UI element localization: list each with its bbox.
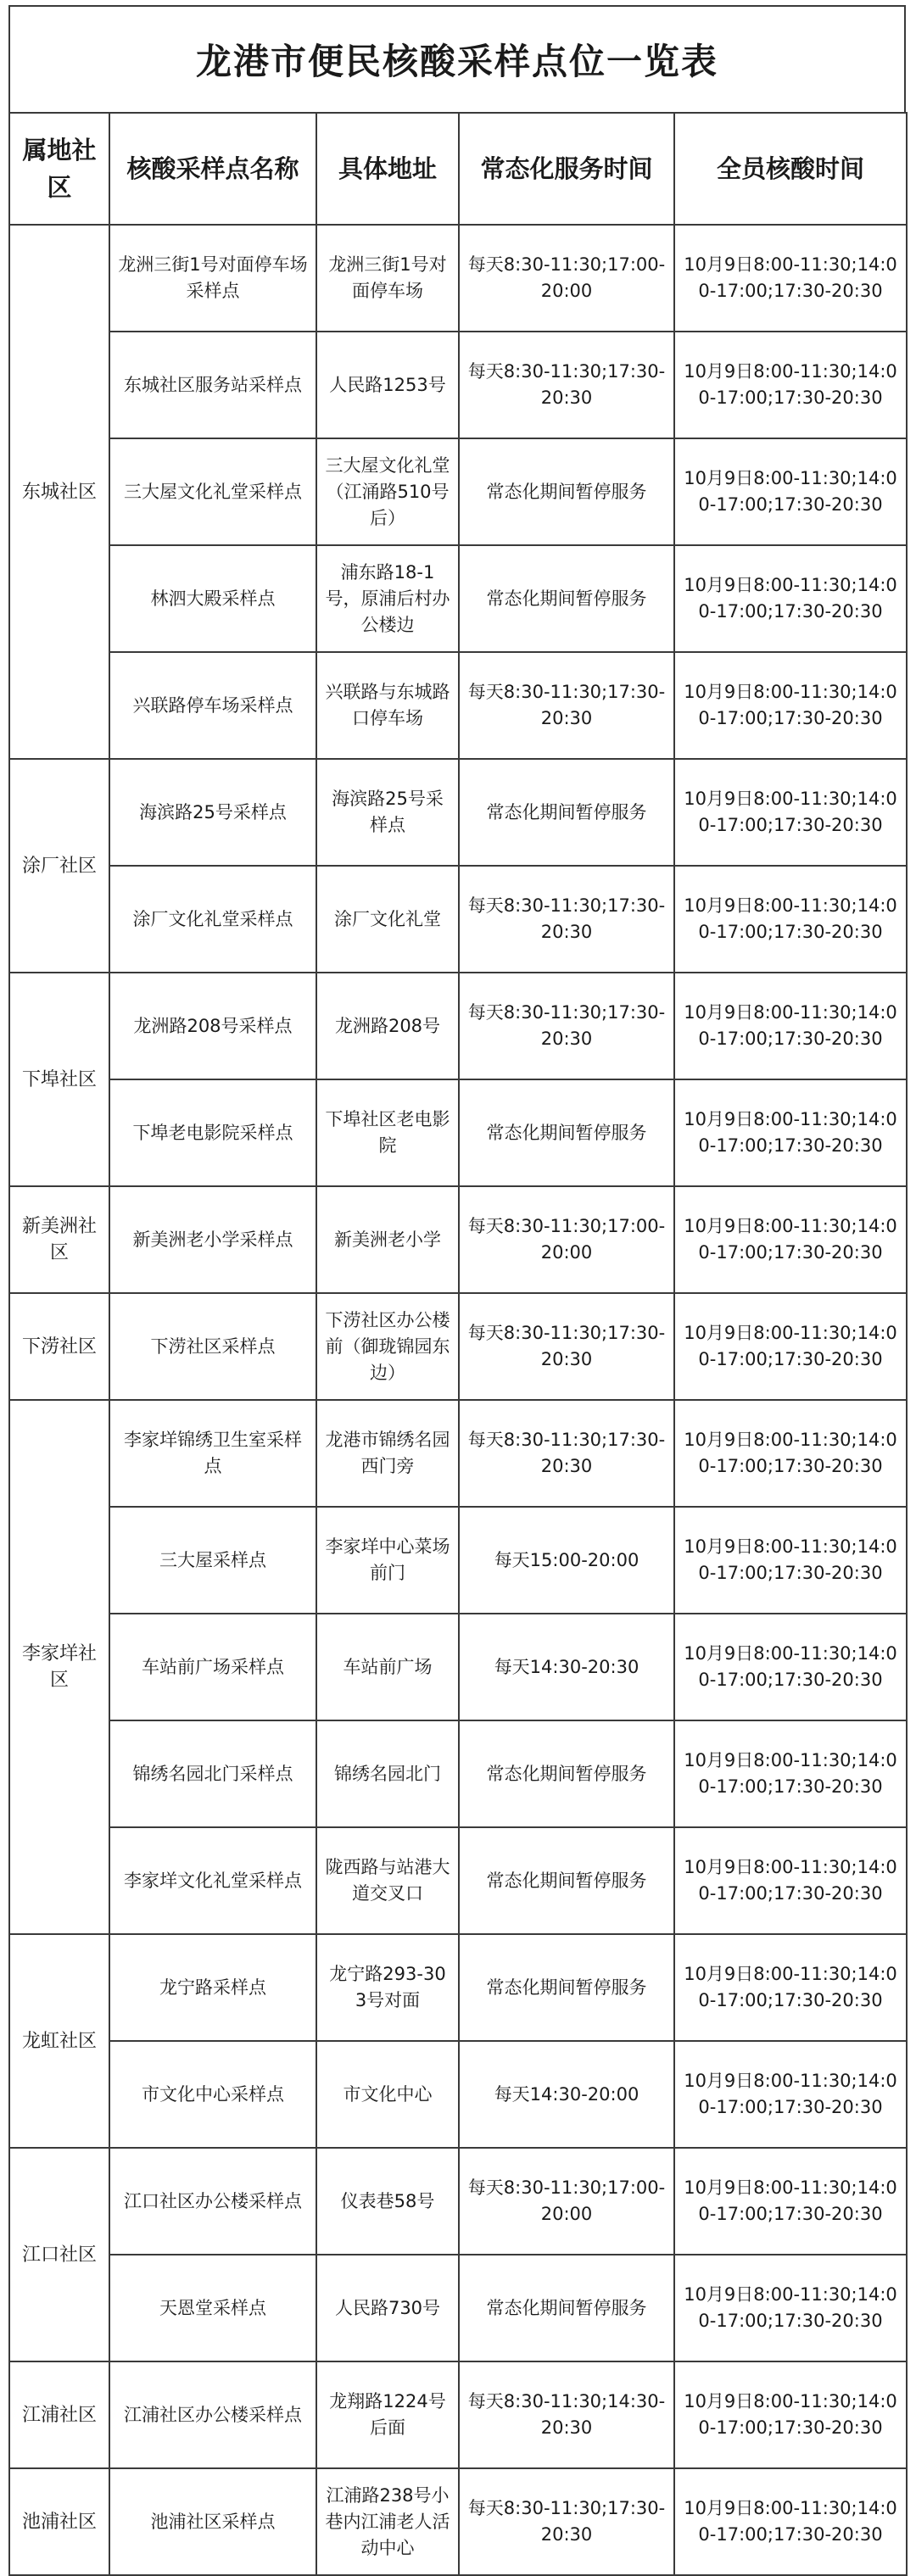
address-cell: 仪表巷58号 [316, 2148, 459, 2255]
address-cell: 涂厂文化礼堂 [316, 866, 459, 973]
routine-time-cell: 每天8:30-11:30;14:30-20:30 [459, 2361, 674, 2468]
table-body [9, 225, 907, 2575]
address-cell: 陇西路与站港大道交叉口 [316, 1827, 459, 1934]
mass-test-time-cell: 10月9日8:00-11:30;14:00-17:00;17:30-20:30 [674, 1186, 907, 1293]
mass-test-time-cell: 10月9日8:00-11:30;14:00-17:00;17:30-20:30 [674, 866, 907, 973]
routine-time-cell: 每天8:30-11:30;17:30-20:30 [459, 973, 674, 1079]
address-cell: 车站前广场 [316, 1614, 459, 1720]
table-row [9, 225, 907, 332]
routine-time-cell: 每天14:30-20:00 [459, 2041, 674, 2148]
table-row [9, 1400, 907, 1507]
site-name-cell: 车站前广场采样点 [109, 1614, 316, 1720]
address-cell: 锦绣名园北门 [316, 1720, 459, 1827]
address-cell: 兴联路与东城路口停车场 [316, 652, 459, 759]
page-title: 龙港市便民核酸采样点位一览表 [8, 5, 906, 112]
routine-time-cell: 每天8:30-11:30;17:30-20:30 [459, 332, 674, 438]
community-cell: 新美洲社区 [9, 1186, 109, 1293]
mass-test-time-cell: 10月9日8:00-11:30;14:00-17:00;17:30-20:30 [674, 2255, 907, 2361]
mass-test-time-cell: 10月9日8:00-11:30;14:00-17:00;17:30-20:30 [674, 652, 907, 759]
table-header-row [9, 113, 907, 225]
mass-test-time-cell: 10月9日8:00-11:30;14:00-17:00;17:30-20:30 [674, 759, 907, 866]
routine-time-cell: 每天8:30-11:30;17:00-20:00 [459, 2148, 674, 2255]
header-community: 属地社区 [9, 113, 109, 225]
routine-time-cell: 常态化期间暂停服务 [459, 438, 674, 545]
address-cell: 人民路1253号 [316, 332, 459, 438]
address-cell: 新美洲老小学 [316, 1186, 459, 1293]
routine-time-cell: 常态化期间暂停服务 [459, 1827, 674, 1934]
table-row [9, 332, 907, 438]
header-address: 具体地址 [316, 113, 459, 225]
site-name-cell: 三大屋文化礼堂采样点 [109, 438, 316, 545]
site-name-cell: 江浦社区办公楼采样点 [109, 2361, 316, 2468]
routine-time-cell: 常态化期间暂停服务 [459, 1720, 674, 1827]
header-site-name: 核酸采样点名称 [109, 113, 316, 225]
mass-test-time-cell: 10月9日8:00-11:30;14:00-17:00;17:30-20:30 [674, 2148, 907, 2255]
sampling-sites-table [8, 112, 908, 2576]
table-row [9, 2361, 907, 2468]
address-cell: 浦东路18-1号，原浦后村办公楼边 [316, 545, 459, 652]
site-name-cell: 李家垟锦绣卫生室采样点 [109, 1400, 316, 1507]
table-row [9, 2041, 907, 2148]
address-cell: 龙洲三街1号对面停车场 [316, 225, 459, 332]
routine-time-cell: 每天14:30-20:30 [459, 1614, 674, 1720]
address-cell: 龙港市锦绣名园西门旁 [316, 1400, 459, 1507]
routine-time-cell: 每天8:30-11:30;17:30-20:30 [459, 2468, 674, 2575]
table-row [9, 652, 907, 759]
address-cell: 海滨路25号采样点 [316, 759, 459, 866]
table-row [9, 2468, 907, 2575]
site-name-cell: 李家垟文化礼堂采样点 [109, 1827, 316, 1934]
routine-time-cell: 常态化期间暂停服务 [459, 759, 674, 866]
address-cell: 三大屋文化礼堂（江涌路510号后） [316, 438, 459, 545]
address-cell: 龙洲路208号 [316, 973, 459, 1079]
address-cell: 下涝社区办公楼前（御珑锦园东边） [316, 1293, 459, 1400]
table-row [9, 973, 907, 1079]
table-row [9, 1720, 907, 1827]
mass-test-time-cell: 10月9日8:00-11:30;14:00-17:00;17:30-20:30 [674, 2468, 907, 2575]
address-cell: 江浦路238号小巷内江浦老人活动中心 [316, 2468, 459, 2575]
table-row [9, 2148, 907, 2255]
table-row [9, 1934, 907, 2041]
mass-test-time-cell: 10月9日8:00-11:30;14:00-17:00;17:30-20:30 [674, 1720, 907, 1827]
mass-test-time-cell: 10月9日8:00-11:30;14:00-17:00;17:30-20:30 [674, 1614, 907, 1720]
routine-time-cell: 常态化期间暂停服务 [459, 545, 674, 652]
mass-test-time-cell: 10月9日8:00-11:30;14:00-17:00;17:30-20:30 [674, 1827, 907, 1934]
table-row [9, 2255, 907, 2361]
site-name-cell: 兴联路停车场采样点 [109, 652, 316, 759]
routine-time-cell: 每天8:30-11:30;17:00-20:00 [459, 1186, 674, 1293]
routine-time-cell: 每天8:30-11:30;17:30-20:30 [459, 1400, 674, 1507]
routine-time-cell: 每天8:30-11:30;17:30-20:30 [459, 652, 674, 759]
mass-test-time-cell: 10月9日8:00-11:30;14:00-17:00;17:30-20:30 [674, 225, 907, 332]
site-name-cell: 池浦社区采样点 [109, 2468, 316, 2575]
routine-time-cell: 每天15:00-20:00 [459, 1507, 674, 1614]
community-cell: 李家垟社区 [9, 1400, 109, 1934]
routine-time-cell: 每天8:30-11:30;17:30-20:30 [459, 1293, 674, 1400]
mass-test-time-cell: 10月9日8:00-11:30;14:00-17:00;17:30-20:30 [674, 1400, 907, 1507]
community-cell: 江浦社区 [9, 2361, 109, 2468]
address-cell: 人民路730号 [316, 2255, 459, 2361]
sampling-sites-sheet [8, 5, 906, 2576]
routine-time-cell: 常态化期间暂停服务 [459, 1079, 674, 1186]
mass-test-time-cell: 10月9日8:00-11:30;14:00-17:00;17:30-20:30 [674, 973, 907, 1079]
community-cell: 涂厂社区 [9, 759, 109, 973]
routine-time-cell: 每天8:30-11:30;17:30-20:30 [459, 866, 674, 973]
site-name-cell: 市文化中心采样点 [109, 2041, 316, 2148]
table-row [9, 438, 907, 545]
table-row [9, 1079, 907, 1186]
community-cell: 东城社区 [9, 225, 109, 759]
site-name-cell: 锦绣名园北门采样点 [109, 1720, 316, 1827]
address-cell: 市文化中心 [316, 2041, 459, 2148]
address-cell: 龙宁路293-303号对面 [316, 1934, 459, 2041]
routine-time-cell: 每天8:30-11:30;17:00-20:00 [459, 225, 674, 332]
table-row [9, 1827, 907, 1934]
routine-time-cell: 常态化期间暂停服务 [459, 2255, 674, 2361]
mass-test-time-cell: 10月9日8:00-11:30;14:00-17:00;17:30-20:30 [674, 545, 907, 652]
site-name-cell: 龙宁路采样点 [109, 1934, 316, 2041]
mass-test-time-cell: 10月9日8:00-11:30;14:00-17:00;17:30-20:30 [674, 1293, 907, 1400]
header-mass-test-time: 全员核酸时间 [674, 113, 907, 225]
site-name-cell: 林泗大殿采样点 [109, 545, 316, 652]
community-cell: 龙虹社区 [9, 1934, 109, 2148]
site-name-cell: 下埠老电影院采样点 [109, 1079, 316, 1186]
mass-test-time-cell: 10月9日8:00-11:30;14:00-17:00;17:30-20:30 [674, 1507, 907, 1614]
site-name-cell: 三大屋采样点 [109, 1507, 316, 1614]
address-cell: 龙翔路1224号后面 [316, 2361, 459, 2468]
site-name-cell: 东城社区服务站采样点 [109, 332, 316, 438]
site-name-cell: 天恩堂采样点 [109, 2255, 316, 2361]
mass-test-time-cell: 10月9日8:00-11:30;14:00-17:00;17:30-20:30 [674, 332, 907, 438]
table-row [9, 545, 907, 652]
routine-time-cell: 常态化期间暂停服务 [459, 1934, 674, 2041]
community-cell: 池浦社区 [9, 2468, 109, 2575]
address-cell: 李家垟中心菜场前门 [316, 1507, 459, 1614]
address-cell: 下埠社区老电影院 [316, 1079, 459, 1186]
site-name-cell: 龙洲三街1号对面停车场采样点 [109, 225, 316, 332]
header-routine-time: 常态化服务时间 [459, 113, 674, 225]
site-name-cell: 新美洲老小学采样点 [109, 1186, 316, 1293]
table-row [9, 1293, 907, 1400]
community-cell: 江口社区 [9, 2148, 109, 2361]
mass-test-time-cell: 10月9日8:00-11:30;14:00-17:00;17:30-20:30 [674, 438, 907, 545]
site-name-cell: 江口社区办公楼采样点 [109, 2148, 316, 2255]
site-name-cell: 海滨路25号采样点 [109, 759, 316, 866]
table-row [9, 1614, 907, 1720]
table-row [9, 1186, 907, 1293]
mass-test-time-cell: 10月9日8:00-11:30;14:00-17:00;17:30-20:30 [674, 1079, 907, 1186]
site-name-cell: 涂厂文化礼堂采样点 [109, 866, 316, 973]
mass-test-time-cell: 10月9日8:00-11:30;14:00-17:00;17:30-20:30 [674, 2361, 907, 2468]
table-row [9, 759, 907, 866]
mass-test-time-cell: 10月9日8:00-11:30;14:00-17:00;17:30-20:30 [674, 1934, 907, 2041]
site-name-cell: 下涝社区采样点 [109, 1293, 316, 1400]
table-row [9, 866, 907, 973]
mass-test-time-cell: 10月9日8:00-11:30;14:00-17:00;17:30-20:30 [674, 2041, 907, 2148]
community-cell: 下涝社区 [9, 1293, 109, 1400]
site-name-cell: 龙洲路208号采样点 [109, 973, 316, 1079]
community-cell: 下埠社区 [9, 973, 109, 1186]
table-row [9, 1507, 907, 1614]
